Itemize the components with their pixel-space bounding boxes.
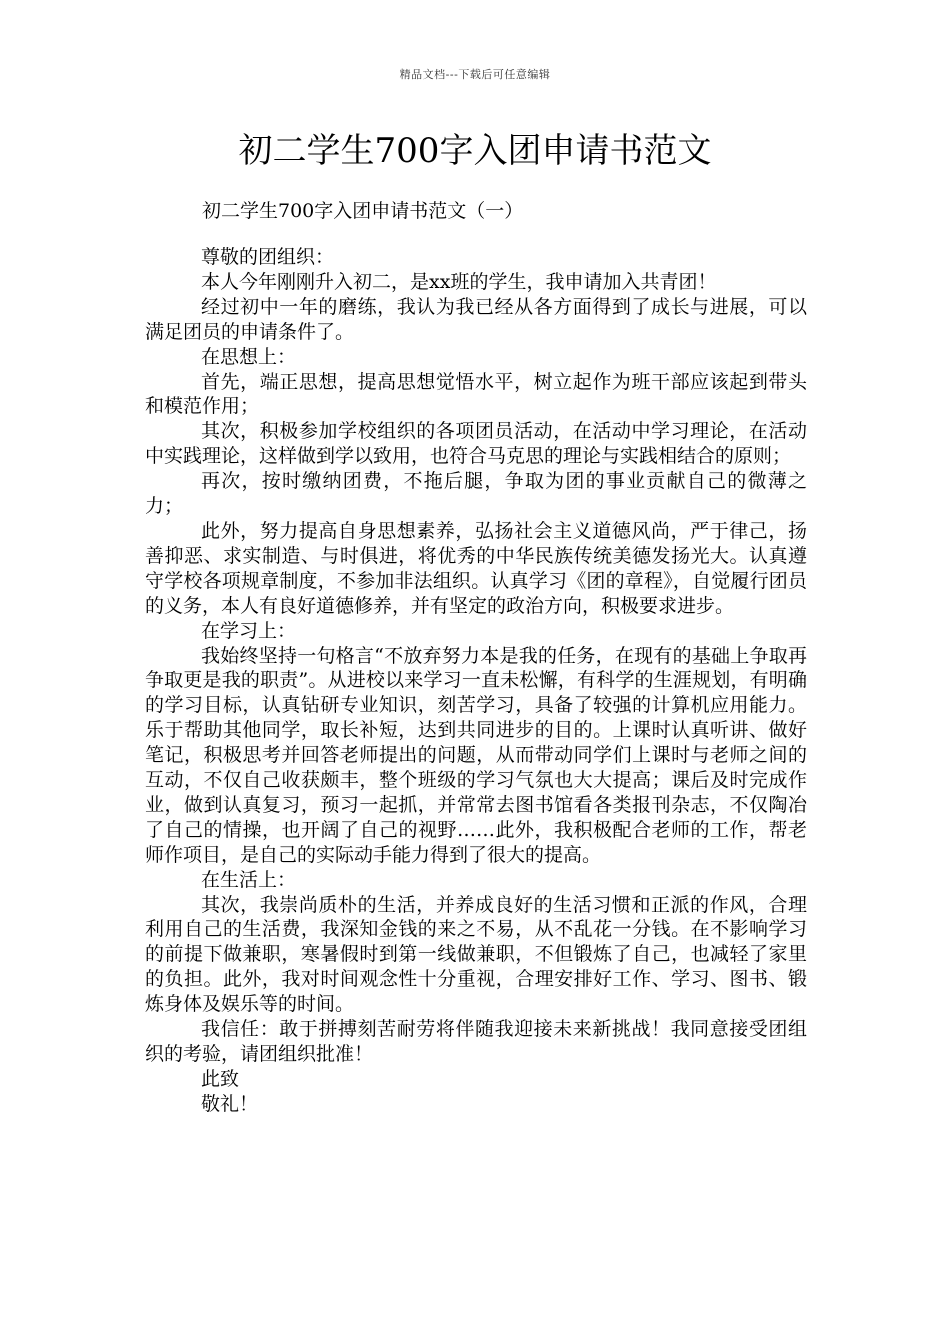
- paragraph-growth: 经过初中一年的磨练，我认为我已经从各方面得到了成长与进展，可以满足团员的申请条件了。: [145, 295, 807, 343]
- section-heading-life: 在生活上：: [201, 868, 297, 891]
- closing-respect: 敬礼！: [201, 1092, 259, 1115]
- section-heading-study: 在学习上：: [201, 619, 297, 642]
- paragraph-thought-2: 其次，积极参加学校组织的各项团员活动，在活动中学习理论，在活动中实践理论，这样做到学以致用，也符合马克思的理论与实践相结合的原则；: [145, 420, 807, 468]
- paragraph-thought-3: 再次，按时缴纳团费，不拖后腿，争取为团的事业贡献自己的微薄之力；: [145, 470, 807, 518]
- paragraph-thought-1: 首先，端正思想，提高思想觉悟水平，树立起作为班干部应该起到带头和模范作用；: [145, 370, 807, 418]
- closing-salutation: 此致: [201, 1067, 240, 1090]
- paragraph-thought-4: 此外，努力提高自身思想素养，弘扬社会主义道德风尚，严于律己，扬善抑恶、求实制造、与时俱进，将优秀的中华民族传统美德发扬光大。认真遵守学校各项规章制度，不参加非法组织。认真学习《团的章程》，自觉履行团员的义务，本人有良好道德修养，并有坚定的政治方向，积极要求进步。: [145, 519, 807, 617]
- header-note: 精品文档---下载后可任意编辑: [399, 68, 551, 81]
- document-body: [145, 245, 807, 1117]
- greeting: 尊敬的团组织：: [201, 246, 335, 268]
- document-subtitle: 初二学生700字入团申请书范文（一）: [202, 200, 524, 222]
- section-heading-thought: 在思想上：: [201, 345, 297, 368]
- paragraph-pledge: 我信任：敢于拼搏刻苦耐劳将伴随我迎接未来新挑战！我同意接受团组织的考验，请团组织批准！: [145, 1018, 807, 1065]
- paragraph-intro: 本人今年刚刚升入初二，是xx班的学生，我申请加入共青团！: [201, 270, 717, 293]
- paragraph-life: 其次，我崇尚质朴的生活，并养成良好的生活习惯和正派的作风，合理利用自己的生活费，我深知金钱的来之不易，从不乱花一分钱。在不影响学习的前提下做兼职，寒暑假时到第一线做兼职，不但锻炼了自己，也减轻了家里的负担。此外，我对时间观念性十分重视，合理安排好工作、学习、图书、锻炼身体及娱乐等的时间。: [145, 893, 807, 1016]
- paragraph-study: 我始终坚持一句格言“不放弃努力本是我的任务，在现有的基础上争取再争取更是我的职责”。从进校以来学习一直未松懈，有科学的生涯规划，有明确的学习目标，认真钻研专业知识，刻苦学习，具备了较强的计算机应用能力。乐于帮助其他同学，取长补短，达到共同进步的目的。上课时认真听讲、做好笔记，积极思考并回答老师提出的问题，从而带动同学们上课时与老师之间的互动，不仅自己收获颇丰，整个班级的学习气氛也大大提高；课后及时完成作业，做到认真复习，预习一起抓，并常常去图书馆看各类报刊杂志，不仅陶冶了自己的情操，也开阔了自己的视野……此外，我积极配合老师的工作，帮老师作项目，是自己的实际动手能力得到了很大的提高。: [145, 644, 807, 866]
- document-title: 初二学生700字入团申请书范文: [238, 131, 712, 171]
